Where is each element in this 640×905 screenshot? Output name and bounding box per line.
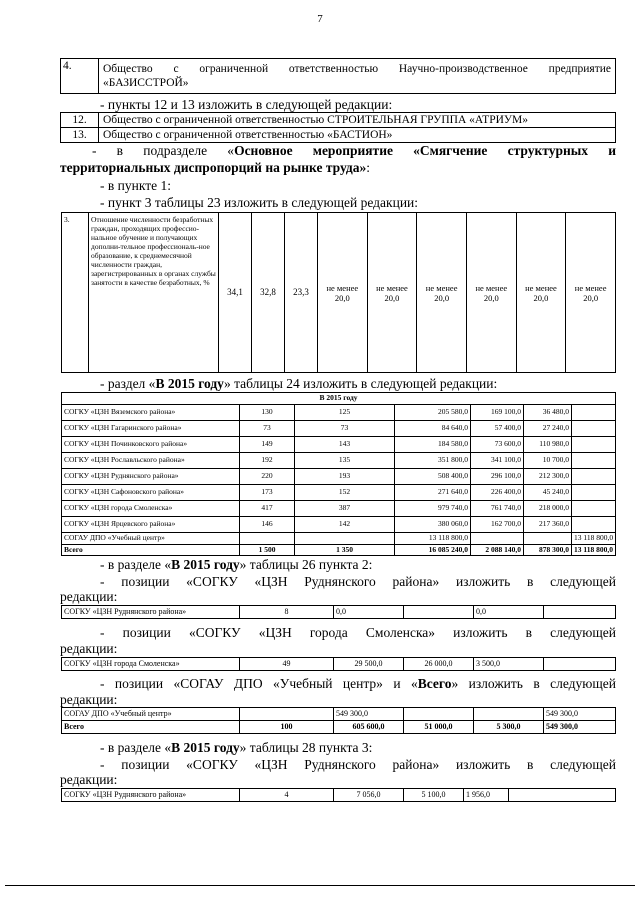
instruction-position-4: - позиции «СОГКУ «ЦЗН Руднянского района» изложить в следующей <box>100 757 616 772</box>
cell: 125 <box>295 404 395 420</box>
cell: 73 <box>240 420 295 436</box>
total-cell: 1 500 <box>240 544 295 556</box>
table-row-label: СОГКУ «ЦЗН Руднянского района» <box>62 789 240 802</box>
table-26-center-total <box>61 707 616 734</box>
total-cell: 16 085 240,0 <box>395 544 471 556</box>
cell: 27 240,0 <box>524 420 572 436</box>
table-row-label: СОГКУ «ЦЗН Руднянского района» <box>62 606 240 619</box>
cell <box>474 708 544 721</box>
cell: 73 600,0 <box>471 436 524 452</box>
cell: 36 480,0 <box>524 404 572 420</box>
cell: 0,0 <box>334 606 404 619</box>
cell: 49 <box>240 658 334 671</box>
cell: 4 <box>240 789 334 802</box>
cell: 10 700,0 <box>524 452 572 468</box>
row-number: 13. <box>61 128 99 143</box>
total-cell: 605 600,0 <box>334 721 404 734</box>
row-number: 12. <box>61 113 99 128</box>
instruction-section-26: - в разделе «В 2015 году» таблицы 26 пункта 2: <box>100 557 373 572</box>
value-cell: не менее 20,0 <box>318 213 368 373</box>
table-row-label: СОГКУ «ЦЗН Вяземского района» <box>62 404 240 420</box>
instruction-redaction: редакции: <box>60 772 118 787</box>
value-cell: 34,1 <box>219 213 252 373</box>
cell: 1 956,0 <box>464 789 509 802</box>
cell: 149 <box>240 436 295 452</box>
instruction-redaction: редакции: <box>60 692 118 707</box>
cell: 387 <box>295 500 395 516</box>
table-row-label: СОГКУ «ЦЗН Сафоновского района» <box>62 484 240 500</box>
cell: 142 <box>295 516 395 532</box>
instruction-section-28: - в разделе «В 2015 году» таблицы 28 пункта 3: <box>100 740 373 755</box>
cell: 979 740,0 <box>395 500 471 516</box>
cell: 5 100,0 <box>404 789 464 802</box>
cell: 73 <box>295 420 395 436</box>
cell: 193 <box>295 468 395 484</box>
cell <box>572 500 616 516</box>
value-cell: не менее 20,0 <box>466 213 516 373</box>
page-number: 7 <box>317 13 323 25</box>
instruction-position-2: - позиции «СОГКУ «ЦЗН города Смоленска» изложить в следующей <box>100 625 616 640</box>
table-24 <box>61 392 616 556</box>
total-cell: 100 <box>240 721 334 734</box>
cell: 226 400,0 <box>471 484 524 500</box>
instruction-position-1: - позиции «СОГКУ «ЦЗН Руднянского района» изложить в следующей <box>100 574 616 589</box>
cell <box>509 789 616 802</box>
value-cell: не менее 20,0 <box>367 213 417 373</box>
total-cell: 5 300,0 <box>474 721 544 734</box>
cell <box>572 484 616 500</box>
org-name: Общество с ограниченной ответственностью «БАСТИОН» <box>99 128 616 143</box>
table-row-label: СОГКУ «ЦЗН Починковского района» <box>62 436 240 452</box>
table-row-label: СОГКУ «ЦЗН Ярцевского района» <box>62 516 240 532</box>
table-26-smolensk <box>61 657 616 671</box>
cell: 271 640,0 <box>395 484 471 500</box>
total-cell: 878 300,0 <box>524 544 572 556</box>
total-label: Всего <box>62 721 240 734</box>
total-cell: 13 118 800,0 <box>572 544 616 556</box>
cell: 3 500,0 <box>474 658 544 671</box>
cell: 508 400,0 <box>395 468 471 484</box>
cell: 26 000,0 <box>404 658 474 671</box>
table-row-label: СОГКУ «ЦЗН города Смоленска» <box>62 658 240 671</box>
cell: 296 100,0 <box>471 468 524 484</box>
cell: 110 980,0 <box>524 436 572 452</box>
instruction-p1: - в пункте 1: <box>100 178 171 193</box>
cell <box>572 452 616 468</box>
value-cell: 23,3 <box>285 213 318 373</box>
org-name: Общество с ограниченной ответственностью Научно-производственное предприятие «БАЗИССТРОЙ» <box>99 59 616 94</box>
cell <box>295 532 395 544</box>
table-row-label: СОГКУ «ЦЗН Рославльского района» <box>62 452 240 468</box>
top-table <box>60 58 616 94</box>
cell: 205 580,0 <box>395 404 471 420</box>
cell: 173 <box>240 484 295 500</box>
cell <box>544 606 616 619</box>
cell: 7 056,0 <box>334 789 404 802</box>
table-row-label: СОГАУ ДПО «Учебный центр» <box>62 532 240 544</box>
cell: 220 <box>240 468 295 484</box>
table-26-rudnya <box>61 605 616 619</box>
value-cell: не менее 20,0 <box>417 213 467 373</box>
cell: 8 <box>240 606 334 619</box>
cell <box>471 532 524 544</box>
cell <box>524 532 572 544</box>
total-cell: 51 000,0 <box>404 721 474 734</box>
cell: 184 580,0 <box>395 436 471 452</box>
indicator-text: Отношение численности безработных граждан, проходящих профессио-нальное обучение и получающих дополни-тельное профессиональ-ное образование, к среднемесячной численности граждан, зарегистрированных в органах службы занятости в качестве безработных, % <box>89 213 219 373</box>
cell <box>572 436 616 452</box>
instruction-redaction: редакции: <box>60 589 118 604</box>
instruction-position-3: - позиции «СОГАУ ДПО «Учебный центр» и «Всего» изложить в следующей <box>100 676 616 691</box>
cell: 417 <box>240 500 295 516</box>
table-23 <box>61 212 616 373</box>
table-row-label: СОГКУ «ЦЗН Гагаринского района» <box>62 420 240 436</box>
cell: 84 640,0 <box>395 420 471 436</box>
cell <box>240 708 334 721</box>
table-row-label: СОГКУ «ЦЗН Руднянского района» <box>62 468 240 484</box>
cell: 0,0 <box>474 606 544 619</box>
table-24-header: В 2015 году <box>62 393 616 405</box>
cell <box>404 606 474 619</box>
cell: 57 400,0 <box>471 420 524 436</box>
cell: 45 240,0 <box>524 484 572 500</box>
cell: 351 800,0 <box>395 452 471 468</box>
value-cell: 32,8 <box>252 213 285 373</box>
value-cell: не менее 20,0 <box>566 213 616 373</box>
cell: 143 <box>295 436 395 452</box>
cell <box>544 658 616 671</box>
table-28-rudnya <box>61 788 616 802</box>
cell: 549 300,0 <box>334 708 404 721</box>
total-cell: 2 088 140,0 <box>471 544 524 556</box>
row-number: 4. <box>61 59 99 94</box>
cell: 130 <box>240 404 295 420</box>
table-row-label: СОГАУ ДПО «Учебный центр» <box>62 708 240 721</box>
cell: 169 100,0 <box>471 404 524 420</box>
table-12-13 <box>60 112 616 143</box>
cell: 761 740,0 <box>471 500 524 516</box>
cell: 549 300,0 <box>544 708 616 721</box>
row-number: 3. <box>62 213 89 373</box>
cell <box>572 404 616 420</box>
footer-divider <box>5 885 635 886</box>
instruction-p12-13: - пункты 12 и 13 изложить в следующей редакции: <box>100 97 393 112</box>
instruction-section-24: - раздел «В 2015 году» таблицы 24 изложить в следующей редакции: <box>100 376 498 391</box>
instruction-redaction: редакции: <box>60 641 118 656</box>
total-cell: 549 300,0 <box>544 721 616 734</box>
cell: 146 <box>240 516 295 532</box>
cell: 218 000,0 <box>524 500 572 516</box>
table-row-label: СОГКУ «ЦЗН города Смоленска» <box>62 500 240 516</box>
cell <box>572 420 616 436</box>
cell <box>572 516 616 532</box>
cell: 192 <box>240 452 295 468</box>
cell: 380 060,0 <box>395 516 471 532</box>
total-cell: 1 350 <box>295 544 395 556</box>
cell: 152 <box>295 484 395 500</box>
cell: 217 360,0 <box>524 516 572 532</box>
cell: 212 300,0 <box>524 468 572 484</box>
cell: 13 118 800,0 <box>572 532 616 544</box>
cell: 29 500,0 <box>334 658 404 671</box>
cell <box>404 708 474 721</box>
subsection-instruction-2: территориальных диспропорций на рынке труда»: <box>60 160 370 175</box>
org-name: Общество с ограниченной ответственностью СТРОИТЕЛЬНАЯ ГРУППА «АТРИУМ» <box>99 113 616 128</box>
cell: 162 700,0 <box>471 516 524 532</box>
total-label: Всего <box>62 544 240 556</box>
cell <box>572 468 616 484</box>
subsection-instruction: - в подразделе «Основное мероприятие «Смягчение структурных и <box>92 143 617 158</box>
cell: 135 <box>295 452 395 468</box>
cell: 13 118 800,0 <box>395 532 471 544</box>
cell: 341 100,0 <box>471 452 524 468</box>
value-cell: не менее 20,0 <box>516 213 566 373</box>
instruction-p3: - пункт 3 таблицы 23 изложить в следующей редакции: <box>100 195 419 210</box>
cell <box>240 532 295 544</box>
